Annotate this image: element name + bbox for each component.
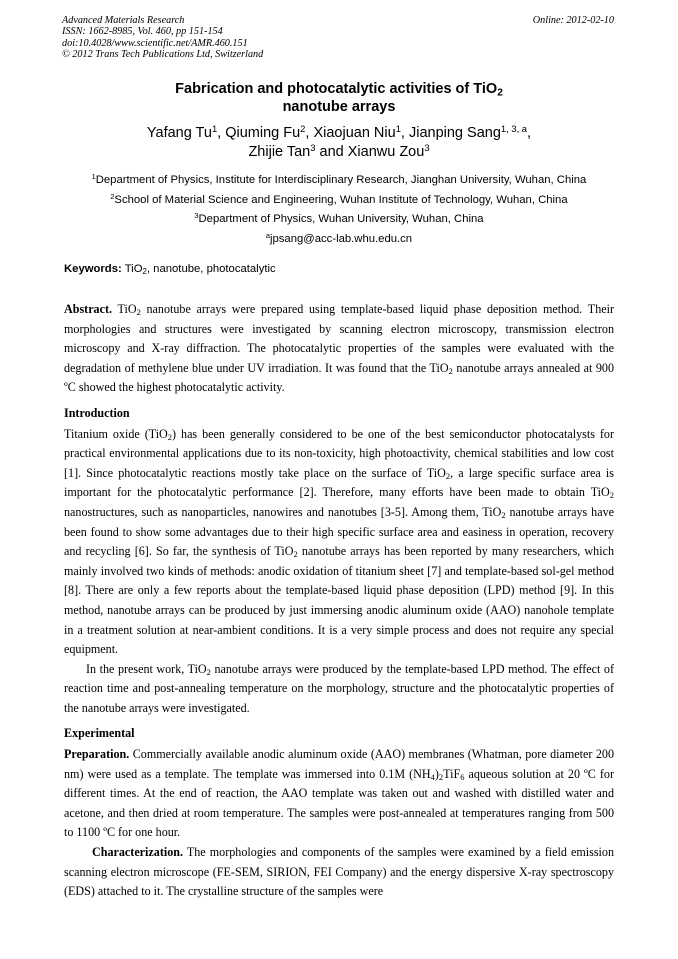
keyword-text: TiO: [121, 263, 143, 275]
keywords-label: Keywords:: [64, 263, 122, 275]
author-name: Zhijie Tan: [248, 144, 311, 160]
affiliation-text: School of Material Science and Engineering, Wuhan Institute of Technology, Wuhan, China: [114, 193, 568, 206]
body-text: Commercially available anodic aluminum oxide (AAO) membranes (Whatman, pore diameter 200 nm) were used as a template. The template was immersed into 0.1M (NH: [64, 747, 614, 781]
affiliation-item: [0, 230, 678, 250]
subscript: 2: [293, 549, 298, 560]
abstract-label: Abstract.: [64, 302, 113, 316]
affiliation-item: [0, 191, 678, 211]
keywords: [64, 263, 276, 275]
body-text: Titanium oxide (TiO: [64, 426, 168, 441]
author-name: , Qiuming Fu: [217, 125, 301, 141]
subscript: 6: [460, 771, 465, 782]
author-list: [0, 124, 678, 162]
affiliation-marker: a: [265, 230, 270, 240]
author-name: , Jianping Sang: [400, 125, 501, 141]
doi-line: doi:10.4028/www.scientific.net/AMR.460.151: [62, 37, 248, 49]
keyword-subscript: 2: [142, 266, 147, 276]
issn-line: ISSN: 1662-8985, Vol. 460, pp 151-154: [62, 26, 223, 38]
abstract-text: TiO: [112, 302, 137, 316]
abstract-text: nanotube arrays annealed at 900 ºC showed the highest photocatalytic activity.: [64, 360, 614, 395]
affiliation-item: [0, 171, 678, 191]
body-text: , a large specific surface area is important for the photocatalytic performance [2]. Therefore, many efforts have been made to obtain TiO: [64, 465, 614, 500]
author-affil-marker: 2: [300, 122, 306, 134]
subscript: 2: [445, 470, 451, 481]
subscript: 2: [136, 307, 141, 318]
author-separator: ,: [527, 125, 532, 141]
author-name: Yafang Tu: [146, 125, 212, 141]
body-text: TiF: [443, 766, 461, 781]
journal-name: Advanced Materials Research: [62, 15, 185, 26]
author-affil-marker: 1: [211, 122, 218, 134]
subscript: 2: [438, 771, 444, 782]
keyword-text: , nanotube, photocatalytic: [146, 263, 276, 275]
body-text: nanotube arrays have been found to show some advantages due to their high specific surface area and easiness in operation, recovery and recycling [6]. So far, the synthesis of TiO: [64, 504, 614, 559]
affiliations: [0, 171, 678, 249]
copyright-line: © 2012 Trans Tech Publications Ltd, Switzerland: [62, 48, 264, 60]
body-text: ) has been generally considered to be one of the best semiconductor photocatalysts for practical environmental applications due to its non-toxicity, high photoactivity, chemical stabilities and low cost [1]. Since photocatalytic reactions mostly take place on the surface of TiO: [64, 426, 614, 480]
paper-body: [64, 300, 614, 902]
body-text: The morphologies and components of the samples were examined by a field emission scanning electron microscope (FE-SEM, SIRION, FEI Company) and the energy dispersive X-ray spectroscopy (EDS) attached to it. The crystalline structure of the samples were: [64, 845, 614, 899]
affiliation-text: Department of Physics, Institute for Interdisciplinary Research, Jianghan University, Wuhan, China: [95, 174, 587, 186]
section-heading-experimental: Experimental: [64, 726, 135, 741]
affiliation-marker: 3: [194, 210, 199, 220]
abstract: [64, 300, 614, 398]
body-text: aqueous solution at 20 ºC for different times. At the end of reaction, the AAO template was taken out and washed with distilled water and acetone, and then dried at room temperature. The samples were post-annealed at temperatures ranging from 500 to 1100 ºC for one hour.: [64, 766, 614, 840]
intro-paragraph: [64, 425, 614, 660]
author-affil-marker: 1: [395, 122, 401, 134]
intro-paragraph: [64, 660, 614, 719]
title-subscript: 2: [497, 87, 503, 99]
subscript: 2: [448, 365, 453, 376]
subscript: 4: [430, 771, 435, 782]
body-text: nanostructures, such as nanoparticles, nanowires and nanotubes [3-5]. Among them, TiO: [64, 504, 502, 519]
title-line2: nanotube arrays: [282, 99, 396, 115]
characterization-paragraph: [64, 843, 614, 902]
online-date: Online: 2012-02-10: [532, 15, 614, 26]
corresponding-email[interactable]: jpsang@acc-lab.whu.edu.cn: [269, 232, 413, 245]
paper-title: [0, 80, 678, 116]
author-name: and Xianwu Zou: [315, 144, 425, 160]
author-name: , Xiaojuan Niu: [305, 125, 396, 141]
subsection-label: Preparation.: [64, 747, 130, 762]
body-text: ): [434, 766, 439, 781]
affiliation-text: Department of Physics, Wuhan University, Wuhan, China: [198, 213, 484, 225]
body-text: In the present work, TiO: [86, 661, 207, 676]
preparation-paragraph: [64, 745, 614, 843]
affiliation-marker: 1: [91, 171, 96, 181]
title-line1: Fabrication and photocatalytic activities of TiO: [175, 81, 498, 97]
abstract-text: nanotube arrays were prepared using template-based liquid phase deposition method. Their morphologies and structures were investigated by scanning electron microscopy, transmission electron microscopy and X-ray diffraction. The photocatalytic properties of the samples were evaluated with the degradation of methylene blue under UV irradiation. It was found that the TiO: [64, 302, 614, 375]
subscript: 2: [501, 510, 506, 521]
affiliation-item: [0, 210, 678, 230]
affiliation-marker: 2: [110, 191, 115, 201]
section-heading-introduction: Introduction: [64, 405, 130, 420]
journal-header: [62, 15, 263, 60]
subscript: 2: [206, 666, 211, 677]
author-affil-marker: 1, 3, a: [500, 122, 528, 134]
subscript: 2: [167, 431, 173, 442]
author-affil-marker: 3: [310, 141, 316, 153]
body-text: nanotube arrays were produced by the template-based LPD method. The effect of reaction time and post-annealing temperature on the morphology, structure and the photocatalytic properties of the nanotube arrays were investigated.: [64, 661, 614, 715]
author-affil-marker: 3: [424, 141, 430, 153]
body-text: nanotube arrays has been reported by many researchers, which mainly involved two kinds of methods: anodic oxidation of titanium sheet [7] and template-based sol-gel method [8]. There are only a few reports about the template-based liquid phase deposition (LPD) method [9]. In this method, nanotube arrays can be produced by just immersing anodic aluminum oxide (AAO) nanohole template in a treatment solution at near-ambient conditions. It is a very simple process and does not require any special equipment.: [64, 544, 614, 657]
subscript: 2: [609, 490, 614, 501]
subsection-label: Characterization.: [92, 845, 184, 860]
